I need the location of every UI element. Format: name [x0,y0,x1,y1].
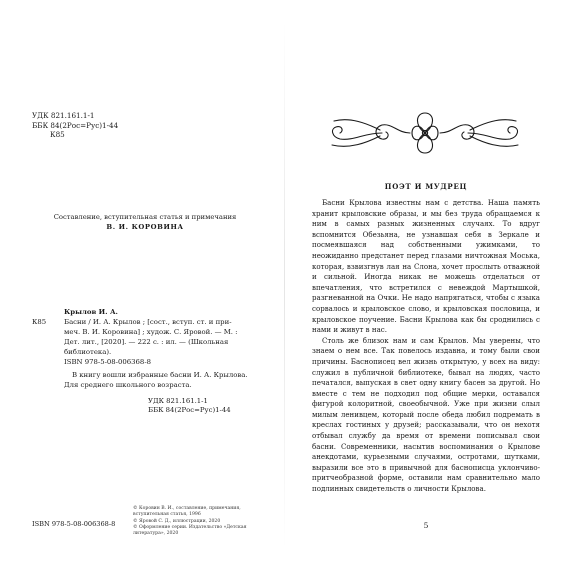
book-gutter [284,20,285,550]
catalog-line: Басни / И. А. Крылов ; [сост., вступ. ст. и при- [64,317,232,326]
page-number: 5 [423,521,429,530]
right-page [296,38,556,538]
copyright-line: © Яровой С. Д., иллюстрации, 2020 [133,518,221,524]
udk-code: УДК 821.161.1-1 [32,111,95,120]
chapter-heading: ПОЭТ И МУДРЕЦ [384,182,468,191]
catalog-card [32,308,272,391]
catalog-author: Крылов И. А. [64,308,118,316]
bbk-code: ББК 84(2Рос=Рус)1-44 [32,120,119,130]
chapter-body [312,198,540,495]
annotation-line: Для среднего школьного возраста. [64,381,192,390]
catalog-line: библиотека). [64,347,112,356]
left-page [14,38,276,538]
udk-code: УДК 821.161.1-1 [148,397,208,405]
copyright-block [133,506,273,537]
copyright-line: © Оформление серии. Издательство «Детская [133,524,247,530]
isbn-bottom: ISBN 978-5-08-006368-8 [32,520,116,528]
catalog-annotation [32,371,272,391]
udk-bottom-block [148,397,231,416]
catalog-line: меч. В. И. Коровина] ; худож. С. Яровой. — М. : [64,327,238,336]
author-mark: К85 [50,130,65,140]
credits [14,213,276,233]
body-paragraph: Басни Крылова известны нам с детства. Наша память хранит крыловские образы, и мы без труда обращаемся к ним в самых разных жизненных случаях. То вдруг вспомнится Обезьяна, не узнавшая себя в Зеркале и посмеявшаяся над собственными ужимками, то неожиданно предстанет перед глазами ничтожная Моська, которая, взвизгнув лая на Слона, хочет прослыть отважной и сильной. Иногда никак не можешь отделаться от впечатления, что встретился с невеждой Мартышкой, разгневанной на Очки. Не надо напрягаться, чтобы с языка сорвалось и крыловское слово, и крыловская пословица, и крыловское поучение. Басни Крылова как бы сроднились с нами и живут в нас. [312,198,540,335]
annotation-line: В книгу вошли избранные басни И. А. Крылова. [72,371,248,380]
copyright-line: вступительная статья, 1996 [133,512,201,518]
catalog-label: К85 [32,317,47,326]
bbk-code: ББК 84(2Рос=Рус)1-44 [148,406,231,415]
catalog-isbn: ISBN 978-5-08-006368-8 [64,357,152,366]
ornament-flourish-icon [320,107,530,159]
catalog-line: Дет. лит., [2020]. — 222 с. : ил. — (Школьная [64,337,229,346]
udk-top-block [32,111,118,140]
catalog-row [32,318,272,328]
copyright-line: литература», 2020 [133,531,179,537]
credits-line: Составление, вступительная статья и примечания [53,213,237,221]
credits-editor: В. И. КОРОВИНА [106,222,184,231]
copyright-line: © Коровин В. И., составление, примечания, [133,506,241,511]
body-paragraph: Столь же близок нам и сам Крылов. Мы уверены, что знаем о нем все. Так повелось издавна, и тому были свои причины. Баснописец вел жизнь открытую, у всех на виду: служил в публичной библиотеке, бывал на людях, часто печатался, выпуская в свет одну книгу басен за другой. Но вместе с тем не подходил под общие мерки, оставался фигурой колоритной, своеобычной. Уже при жизни слыл милым ленивцем, который после обеда любил подремать в креслах гостиных у друзей; рассказывали, что он нехотя отбывал службу да время от времени пописывал свои басни. Современники, насытив воспоминания о Крылове анекдотами, курьезными случаями, остротами, шутками, выразили все это в привычной для баснописца уклончиво-притчеобразной форме, оставили нам сравнительно мало подлинных свидетельств о личности Крылова. [312,335,540,494]
